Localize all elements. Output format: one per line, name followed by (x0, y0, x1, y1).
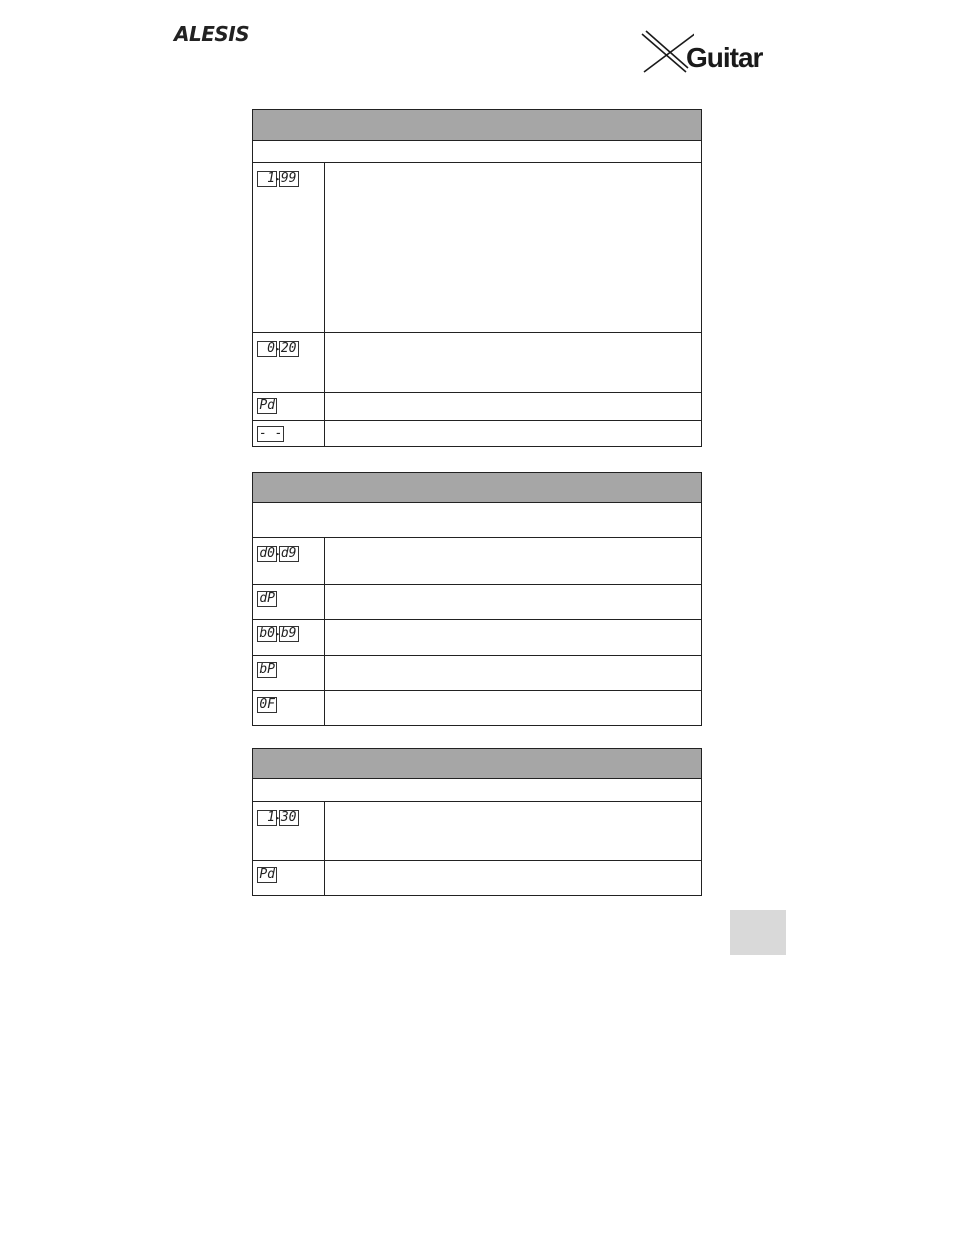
display-cell (253, 802, 325, 860)
page-tab (730, 910, 786, 955)
led-display: b9 (279, 626, 299, 642)
table-row (253, 163, 701, 333)
table-3-subheader (253, 779, 701, 802)
table-1-subheader (253, 141, 701, 163)
description-cell (325, 861, 701, 895)
display-cell (253, 333, 325, 392)
table-2-header (253, 473, 701, 503)
table-row (253, 656, 701, 691)
led-display: 30 (279, 810, 299, 826)
table-row (253, 421, 701, 446)
led-display: bP (257, 662, 277, 678)
led-display: 1 (257, 810, 277, 826)
table-3 (252, 748, 702, 896)
display-cell (253, 538, 325, 584)
table-row (253, 691, 701, 725)
table-row (253, 861, 701, 895)
description-cell (325, 163, 701, 332)
table-1 (252, 109, 702, 447)
led-display: 0 (257, 341, 277, 357)
xguitar-wordmark: Guitar (686, 42, 763, 73)
table-row (253, 802, 701, 861)
led-display: b0 (257, 626, 277, 642)
table-row (253, 333, 701, 393)
table-row (253, 538, 701, 585)
description-cell (325, 421, 701, 446)
table-3-header (253, 749, 701, 779)
table-2 (252, 472, 702, 726)
table-row (253, 585, 701, 620)
description-cell (325, 333, 701, 392)
table-row (253, 393, 701, 421)
arrow-right-icon: ▸ (276, 175, 280, 183)
display-cell (253, 691, 325, 725)
table-1-header (253, 110, 701, 141)
display-cell (253, 421, 325, 446)
description-cell (325, 802, 701, 860)
led-display: d0 (257, 546, 277, 562)
display-cell (253, 393, 325, 420)
display-cell (253, 620, 325, 655)
arrow-right-icon: ▸ (276, 345, 280, 353)
display-cell (253, 861, 325, 895)
table-row (253, 620, 701, 656)
description-cell (325, 620, 701, 655)
description-cell (325, 691, 701, 725)
description-cell (325, 538, 701, 584)
led-display: 20 (279, 341, 299, 357)
led-display: Pd (257, 867, 277, 883)
display-cell (253, 656, 325, 690)
led-display: dP (257, 591, 277, 607)
display-cell (253, 585, 325, 619)
arrow-right-icon: ▸ (276, 550, 280, 558)
arrow-right-icon: ▸ (276, 814, 280, 822)
xguitar-logo (638, 20, 778, 76)
table-2-subheader (253, 503, 701, 538)
led-display: Pd (257, 398, 277, 414)
led-display: 1 (257, 171, 277, 187)
arrow-right-icon: ▸ (276, 630, 280, 638)
alesis-logo: ALESIS (174, 22, 250, 46)
led-display: d9 (279, 546, 299, 562)
description-cell (325, 585, 701, 619)
description-cell (325, 656, 701, 690)
description-cell (325, 393, 701, 420)
led-display: 99 (279, 171, 299, 187)
led-display: 0F (257, 697, 277, 713)
led-display: - - (259, 425, 283, 441)
display-cell (253, 163, 325, 332)
